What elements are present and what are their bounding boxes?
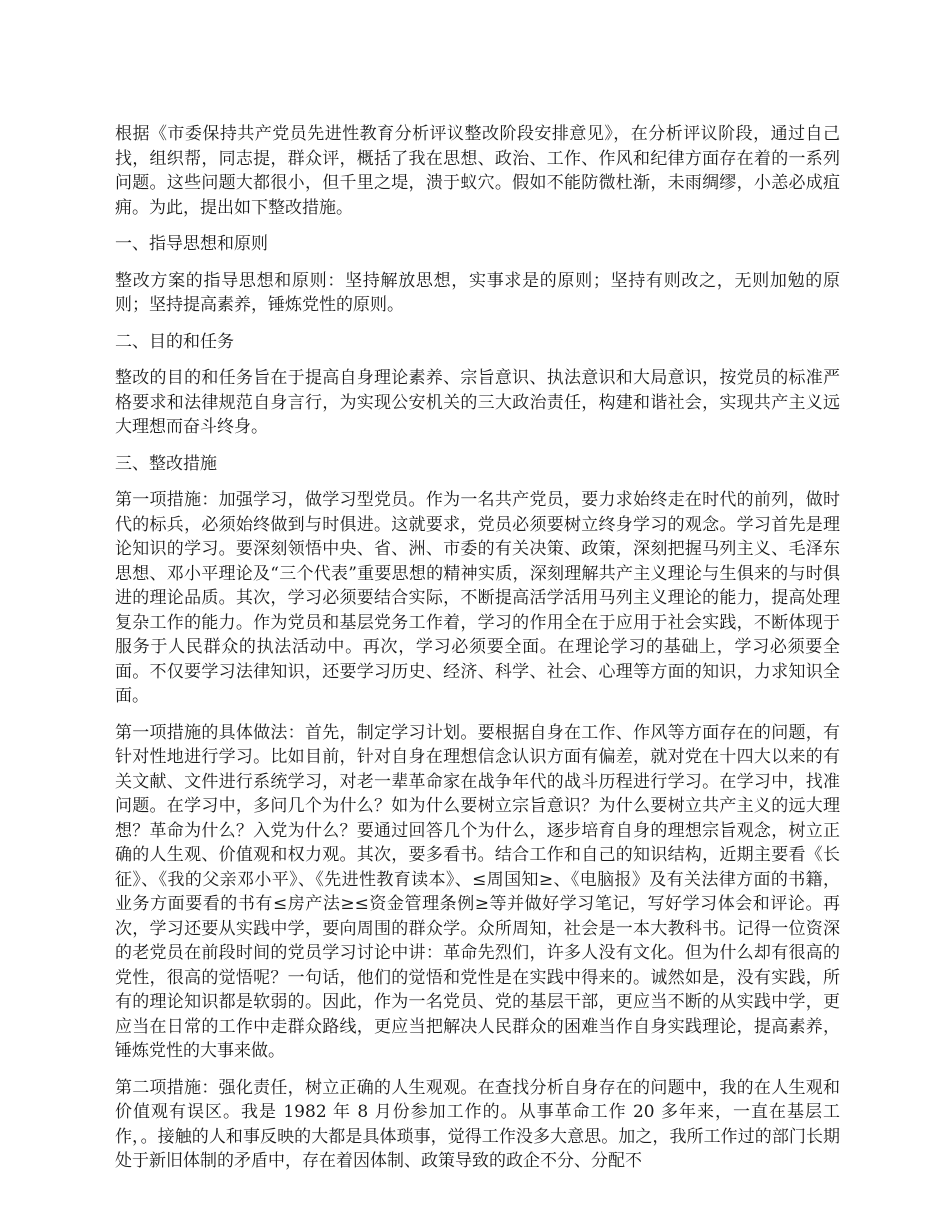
goals-paragraph: 整改的目的和任务旨在于提高自身理论素养、宗旨意识、执法意识和大局意识，按党员的标准严格要求和法律规范自身言行，为实现公安机关的三大政治责任，构建和谐社会，实现共产主义远大理想而奋斗终身。 xyxy=(115,368,840,437)
principles-paragraph: 整改方案的指导思想和原则：坚持解放思想，实事求是的原则；坚持有则改之，无则加勉的原则；坚持提高素养，锤炼党性的原则。 xyxy=(115,270,840,315)
section-heading-measures: 三、整改措施 xyxy=(115,453,217,474)
intro-paragraph: 根据《市委保持共产党员先进性教育分析评议整改阶段安排意见》，在分析评议阶段，通过自己找，组织帮，同志提，群众评，概括了我在思想、政治、工作、作风和纪律方面存在着的一系列问题。这些问题大都很小，但千里之堤，溃于蚁穴。假如不能防微杜渐，未雨绸缪，小恙必成疽痈。为此，提出如下整改措施。 xyxy=(115,124,840,218)
document-body xyxy=(115,122,840,1186)
section-heading-principles: 一、指导思想和原则 xyxy=(115,234,268,254)
measure-one-details-paragraph: 第一项措施的具体做法：首先，制定学习计划。要根据自身在工作、作风等方面存在的问题，有针对性地进行学习。比如目前，针对自身在理想信念认识方面有偏差，就对党在十四大以来的有关文献、文件进行系统学习，对老一辈革命家在战争年代的战斗历程进行学习。在学习中，找准问题。在学习中，多问几个为什么？如为什么要树立宗旨意识？为什么要树立共产主义的远大理想？革命为什么？入党为什么？要通过回答几个为什么，逐步培育自身的理想宗旨观念，树立正确的人生观、价值观和权力观。其次，要多看书。结合工作和自己的知识结构，近期主要看《长征》、《我的父亲邓小平》、《先进性教育读本》、≤周国知≥、《电脑报》及有关法律方面的书籍，业务方面要看的书有≤房产法≥≤资金管理条例≥等并做好学习笔记，写好学习体会和评论。再次，学习还要从实践中学，要向周围的群众学。众所周知，社会是一本大教科书。记得一位资深的老党员在前段时间的党员学习讨论中讲：革命先烈们，许多人没有文化。但为什么却有很高的党性，很高的觉悟呢？一句话，他们的觉悟和党性是在实践中得来的。诚然如是，没有实践，所有的理论知识都是软弱的。因此，作为一名党员、党的基层干部，更应当不断的从实践中学，更应当在日常的工作中走群众路线，更应当把解决人民群众的困难当作自身实践理论，提高素养，锤炼党性的大事来做。 xyxy=(115,722,840,1061)
measure-two-paragraph: 第二项措施：强化责任，树立正确的人生观观。在查找分析自身存在的问题中，我的在人生观和价值观有误区。我是 1982 年 8 月份参加工作的。从事革命工作 20 多年来，一直在基层工作，。接触的人和事反映的大都是具体琐事，觉得工作没多大意思。加之，我所工作过的部门长期处于新旧体制的矛盾中，存在着因体制、政策导致的政企不分、分配不 xyxy=(115,1077,840,1171)
section-heading-goals: 二、目的和任务 xyxy=(115,331,234,352)
measure-one-paragraph: 第一项措施：加强学习，做学习型党员。作为一名共产党员，要力求始终走在时代的前列，做时代的标兵，必须始终做到与时俱进。这就要求，党员必须要树立终身学习的观念。学习首先是理论知识的学习。要深刻领悟中央、省、洲、市委的有关决策、政策，深刻把握马列主义、毛泽东思想、邓小平理论及“三个代表”重要思想的精神实质，深刻理解共产主义理论与生俱来的与时俱进的理论品质。其次，学习必须要结合实际，不断提高活学活用马列主义理论的能力，提高处理复杂工作的能力。作为党员和基层党务工作着，学习的作用全在于应用于社会实践，不断体现于服务于人民群众的执法活动中。再次，学习必须要全面。在理论学习的基础上，学习必须要全面。不仅要学习法律知识，还要学习历史、经济、科学、社会、心理等方面的知识，力求知识全面。 xyxy=(115,490,840,706)
